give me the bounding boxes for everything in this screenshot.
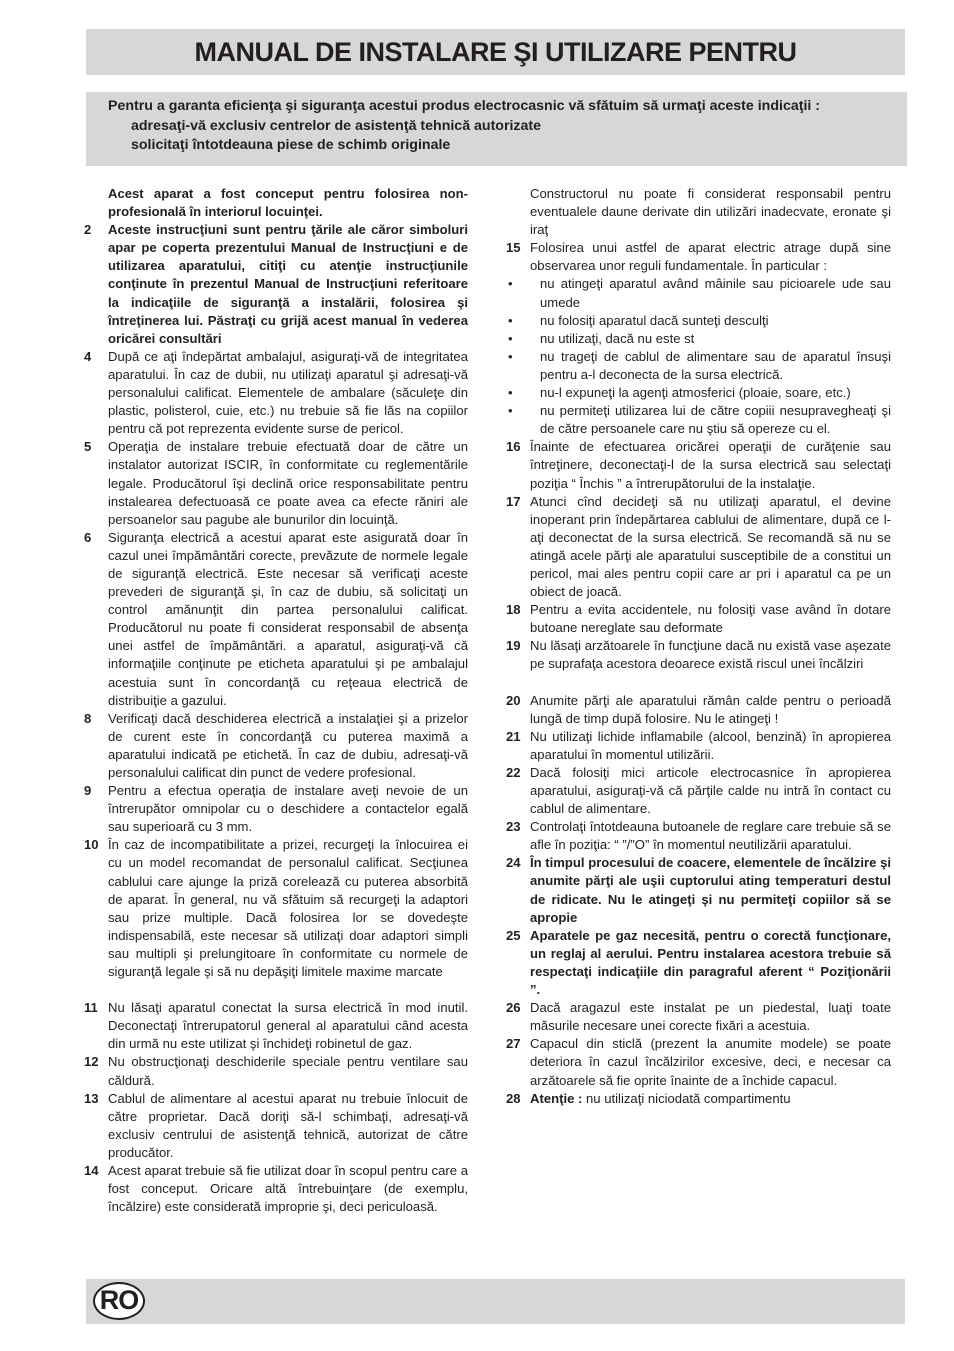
item-number: 23 <box>506 819 521 835</box>
list-item <box>506 692 891 728</box>
list-item <box>506 999 891 1035</box>
page-title: MANUAL DE INSTALARE ŞI UTILIZARE PENTRU <box>194 37 797 67</box>
item-text: Aceste instrucţiuni sunt pentru ţările ale căror simboluri apar pe coperta prezentului Manual de Instrucţiuni e de utilizarea aparatului, citiţi cu atenţie instrucţiunile conţinute în prezentul Manual de Instrucţiuni referitoare la indicaţiile de siguranţă a instalării, folosirea şi întreţinerea lui. Păstraţi cu grijă acest manual în vederea oricărei consultări <box>108 222 468 346</box>
list-item <box>84 1162 468 1216</box>
item-text: Atunci cînd decideţi să nu utilizaţi aparatul, el devine inoperant prin îndepărtarea cablului de alimentare, după ce l-aţi deconectat de la sursa electrică. Se recomandă să nu se atingă acele părţi ale aparatului susceptibile de a constitui un pericol, mai ales pentru copii care ar pri i aparatul ca pe un obiect de joacă. <box>530 493 891 600</box>
list-item <box>506 601 891 637</box>
list-item <box>506 438 891 492</box>
list-item <box>506 637 891 673</box>
list-item <box>506 1090 891 1108</box>
intro-line: Pentru a garanta eficienţa şi siguranţa acestui produs electrocasnic vă sfătuim să urmaţi aceste indicaţii : <box>108 98 820 114</box>
item-number: 22 <box>506 764 521 780</box>
item-text: Controlaţi întotdeauna butoanele de reglare care trebuie să se afle în poziţia: “ ”/”O” în momentul neutilizării aparatului. <box>530 819 891 853</box>
item-text: Folosirea unui astfel de aparat electric atrage după sine observarea unor reguli fundamentale. În particular : <box>530 240 891 274</box>
list-item <box>84 782 468 836</box>
list-item <box>84 185 468 221</box>
bullet-marker: • <box>508 276 513 292</box>
item-text: nu utilizaţi niciodată compartimentu <box>586 1090 791 1106</box>
list-item <box>84 999 468 1053</box>
item-text: Aparatele pe gaz necesită, pentru o corectă funcţionare, un reglaj al aerului. Pentru instalarea acestora trebuie să respectaţi indicaţiile din paragraful aferent “ Poziţionării ”. <box>530 927 891 998</box>
item-text: Acest aparat trebuie să fie utilizat doar în scopul pentru care a fost conceput. Oricare altă întrebuinţare (de exemplu, încălzire) este considerată improprie şi, deci periculoasă. <box>108 1162 468 1215</box>
item-number: 2 <box>84 222 92 238</box>
list-item <box>506 185 891 239</box>
item-number: 6 <box>84 529 92 545</box>
bullet-item <box>506 402 891 438</box>
right-column <box>506 185 891 1108</box>
item-text: Nu utilizaţi lichide inflamabile (alcool, benzină) în apropierea aparatului în momentul utilizării. <box>530 728 891 762</box>
item-text: nu atingeţi aparatul având mâinile sau picioarele ude sau umede <box>540 276 891 310</box>
list-item <box>506 1035 891 1089</box>
list-item <box>84 348 468 438</box>
bullet-item <box>506 275 891 311</box>
list-item <box>506 493 891 602</box>
item-text: Operaţia de instalare trebuie efectuată doar de către un instalator autorizat ISCIR, în conformitate cu reglementările legale. Producătorul îşi declină orice responsabilitate pentru instalearea defectuoasă ce poate avea ca efecte răniri ale persoanelor sau pagube ale bunurilor din locuinţă. <box>108 439 468 527</box>
item-text: Verificaţi dacă deschiderea electrică a instalaţiei şi a prizelor de curent este în concordanţă cu puterea maximă a aparatului indicată pe etichetă. În caz de dubiu, adresaţi-vă personalului calificat din punct de vedere profesional. <box>108 710 468 780</box>
list-item <box>506 818 891 854</box>
footer-bar <box>86 1279 905 1324</box>
bullet-item <box>506 348 891 384</box>
item-number: 9 <box>84 783 92 799</box>
item-number: 27 <box>506 1036 521 1052</box>
item-text: Pentru a evita accidentele, nu folosiţi vase având în dotare butoane nereglate sau deformate <box>530 602 891 636</box>
item-number: 21 <box>506 728 521 744</box>
item-text: În caz de incompatibilitate a prizei, recurgeţi la înlocuirea ei cu un model recomandat de personalul calificat. Secţiunea cablului care ajunge la priză corelează cu puterea absorbită de aparat. În general, nu vă sfătuim să recurgeţi la adaptori sau prize multiple. Dacă folosirea lor se dovedeşte indispensabilă, este necesar să utilizaţi doar adaptori simpli sau multipli şi prelungitoare în conformitate cu normele de siguranţă legale şi să nu depăşiţi limitele maxime marcate <box>108 837 468 980</box>
spacer <box>506 674 891 692</box>
item-number: 15 <box>506 240 521 256</box>
list-item <box>506 764 891 818</box>
item-text: Capacul din sticlă (prezent la anumite modele) se poate deteriora în cazul încălzirilor excesive, deci, e necesar ca arzătoarele să fie oprite înainte de a închide capacul. <box>530 1036 891 1088</box>
item-number: 17 <box>506 493 521 509</box>
item-text: Nu lăsaţi arzătoarele în funcţiune dacă nu există vase aşezate pe suprafaţa acestora deoarece există riscul unei încălziri <box>530 638 891 672</box>
intro-line: solicitaţi întotdeauna piese de schimb originale <box>131 137 451 153</box>
item-number: 13 <box>84 1090 99 1106</box>
item-number: 25 <box>506 927 521 943</box>
item-text: Dacă aragazul este instalat pe un piedestal, luaţi toate măsurile necesare unei corecte fixări a acestuia. <box>530 1000 891 1034</box>
list-item <box>84 529 468 710</box>
item-text: nu permiteţi utilizarea lui de către copiii nesupravegheaţi şi de către persoanele care nu ştiu să opereze cu el. <box>540 403 891 437</box>
item-number: 8 <box>84 710 92 726</box>
item-text: nu-l expuneţi la agenţi atmosferici (ploaie, soare, etc.) <box>540 385 851 401</box>
item-number: 19 <box>506 638 521 654</box>
spacer <box>84 981 468 999</box>
item-text: Nu lăsaţi aparatul conectat la sursa electrică în mod inutil. Deconectaţi întrerupatorul general al aparatului când acesta din urmă nu este utilizat şi închideţi robinetul de gaz. <box>108 1000 468 1052</box>
bullet-item <box>506 312 891 330</box>
list-item <box>84 836 468 981</box>
item-number: 10 <box>84 837 99 853</box>
item-number: 26 <box>506 1000 521 1016</box>
item-number: 24 <box>506 855 521 871</box>
item-number: 11 <box>84 1000 98 1016</box>
list-item <box>506 927 891 999</box>
item-text: Acest aparat a fost conceput pentru folosirea non-profesională în interiorul locuinţei. <box>108 186 468 220</box>
item-number: 4 <box>84 348 92 364</box>
item-text: nu utilizaţi, dacă nu este st <box>540 330 695 346</box>
item-text: Constructorul nu poate fi considerat responsabil pentru eventualele daune derivate din utilizări inadecvate, eronate şi iraţ <box>530 186 891 238</box>
list-item <box>84 438 468 528</box>
item-text: După ce aţi îndepărtat ambalajul, asiguraţi-vă de integritatea aparatului. În caz de dubii, nu utilizaţi aparatul şi adresaţi-vă personalului calificat. Elementele de ambalare (săculeţe din plastic, polisterol, cuie, etc.) nu trebuie să fie lăs na copiilor pentru că pot reprezenta evidente surse de pericol. <box>108 348 468 437</box>
item-number: 5 <box>84 439 92 455</box>
list-item <box>506 854 891 926</box>
list-item <box>506 239 891 275</box>
list-item <box>84 710 468 782</box>
item-number: 14 <box>84 1162 99 1178</box>
item-number: 18 <box>506 602 521 618</box>
item-text: Nu obstrucţionaţi deschiderile speciale pentru ventilare sau căldură. <box>108 1054 468 1088</box>
list-item <box>84 1053 468 1089</box>
item-text: Dacă folosiţi mici articole electrocasnice în apropierea aparatului, asiguraţi-vă că părţile calde nu intră în contact cu cablul de alimentare. <box>530 764 891 817</box>
item-text: Înainte de efectuarea oricărei operaţii de curăţenie sau întreţinere, deconectaţi-l de la sursa electrică sau selectaţi poziţia “ Închis ” a întrerupătorului de la instalaţie. <box>530 439 891 491</box>
title-bar <box>86 29 905 75</box>
bullet-marker: • <box>508 348 513 364</box>
item-text: În timpul procesului de coacere, elementele de încălzire şi anumite părţi ale uşii cuptorului ating temperaturi destul de ridicate. Nu le atingeţi şi nu permiteţi copiilor să se apropie <box>530 855 891 925</box>
bullet-marker: • <box>508 312 513 328</box>
bullet-item <box>506 384 891 402</box>
item-number: 28 <box>506 1090 521 1106</box>
list-item <box>506 728 891 764</box>
item-text: nu folosiţi aparatul dacă sunteţi desculţi <box>540 312 769 328</box>
left-column <box>84 185 468 1216</box>
item-text: Anumite părţi ale aparatului rămân calde pentru o perioadă lungă de timp după folosire. Nu le atingeţi ! <box>530 692 891 726</box>
language-badge: RO <box>93 1282 145 1320</box>
intro-line: adresaţi-vă exclusiv centrelor de asistenţă tehnică autorizate <box>131 118 542 134</box>
item-number: 20 <box>506 692 521 708</box>
item-text: nu trageţi de cablul de alimentare sau de aparatul însuşi pentru a-l deconecta de la sursa electrică. <box>540 348 891 382</box>
item-text: Pentru a efectua operaţia de instalare aveţi nevoie de un întrerupător omnipolar cu o deschidere a contactelor egală sau superioară cu 3 mm. <box>108 783 468 835</box>
bullet-marker: • <box>508 385 513 401</box>
list-item <box>84 1090 468 1162</box>
intro-box <box>86 92 907 166</box>
list-item <box>84 221 468 348</box>
item-text: Siguranţa electrică a acestui aparat este asigurată doar în cazul unei împământări corecte, prevăzute de normele legale de siguranţă electrică. Este necesar să verificaţi aceste prevederi de siguranţă şi, în caz de dubiu, să solicitaţi un control amănunţit din partea personalului calificat. Producătorul nu poate fi considerat responsabil de absenţa unei astfel de împământări. a aparatul, asiguraţi-vă că informaţiile conţinute pe eticheta aparatului şi pe ambalajul acestuia sunt în concordanţă cu reţeaua electrică de distribuiţie a gazului. <box>108 529 468 708</box>
item-number: 16 <box>506 439 521 455</box>
item-number: 12 <box>84 1054 99 1070</box>
bullet-item <box>506 330 891 348</box>
bullet-marker: • <box>508 330 513 346</box>
item-text: Cablul de alimentare al acestui aparat nu trebuie înlocuit de către proprietar. Dacă doriţi să-l schimbaţi, adresaţi-vă exclusiv centrului de asistenţă tehnică, autorizat de către producător. <box>108 1090 468 1160</box>
item-label: Atenţie : <box>530 1090 583 1106</box>
bullet-marker: • <box>508 403 513 419</box>
